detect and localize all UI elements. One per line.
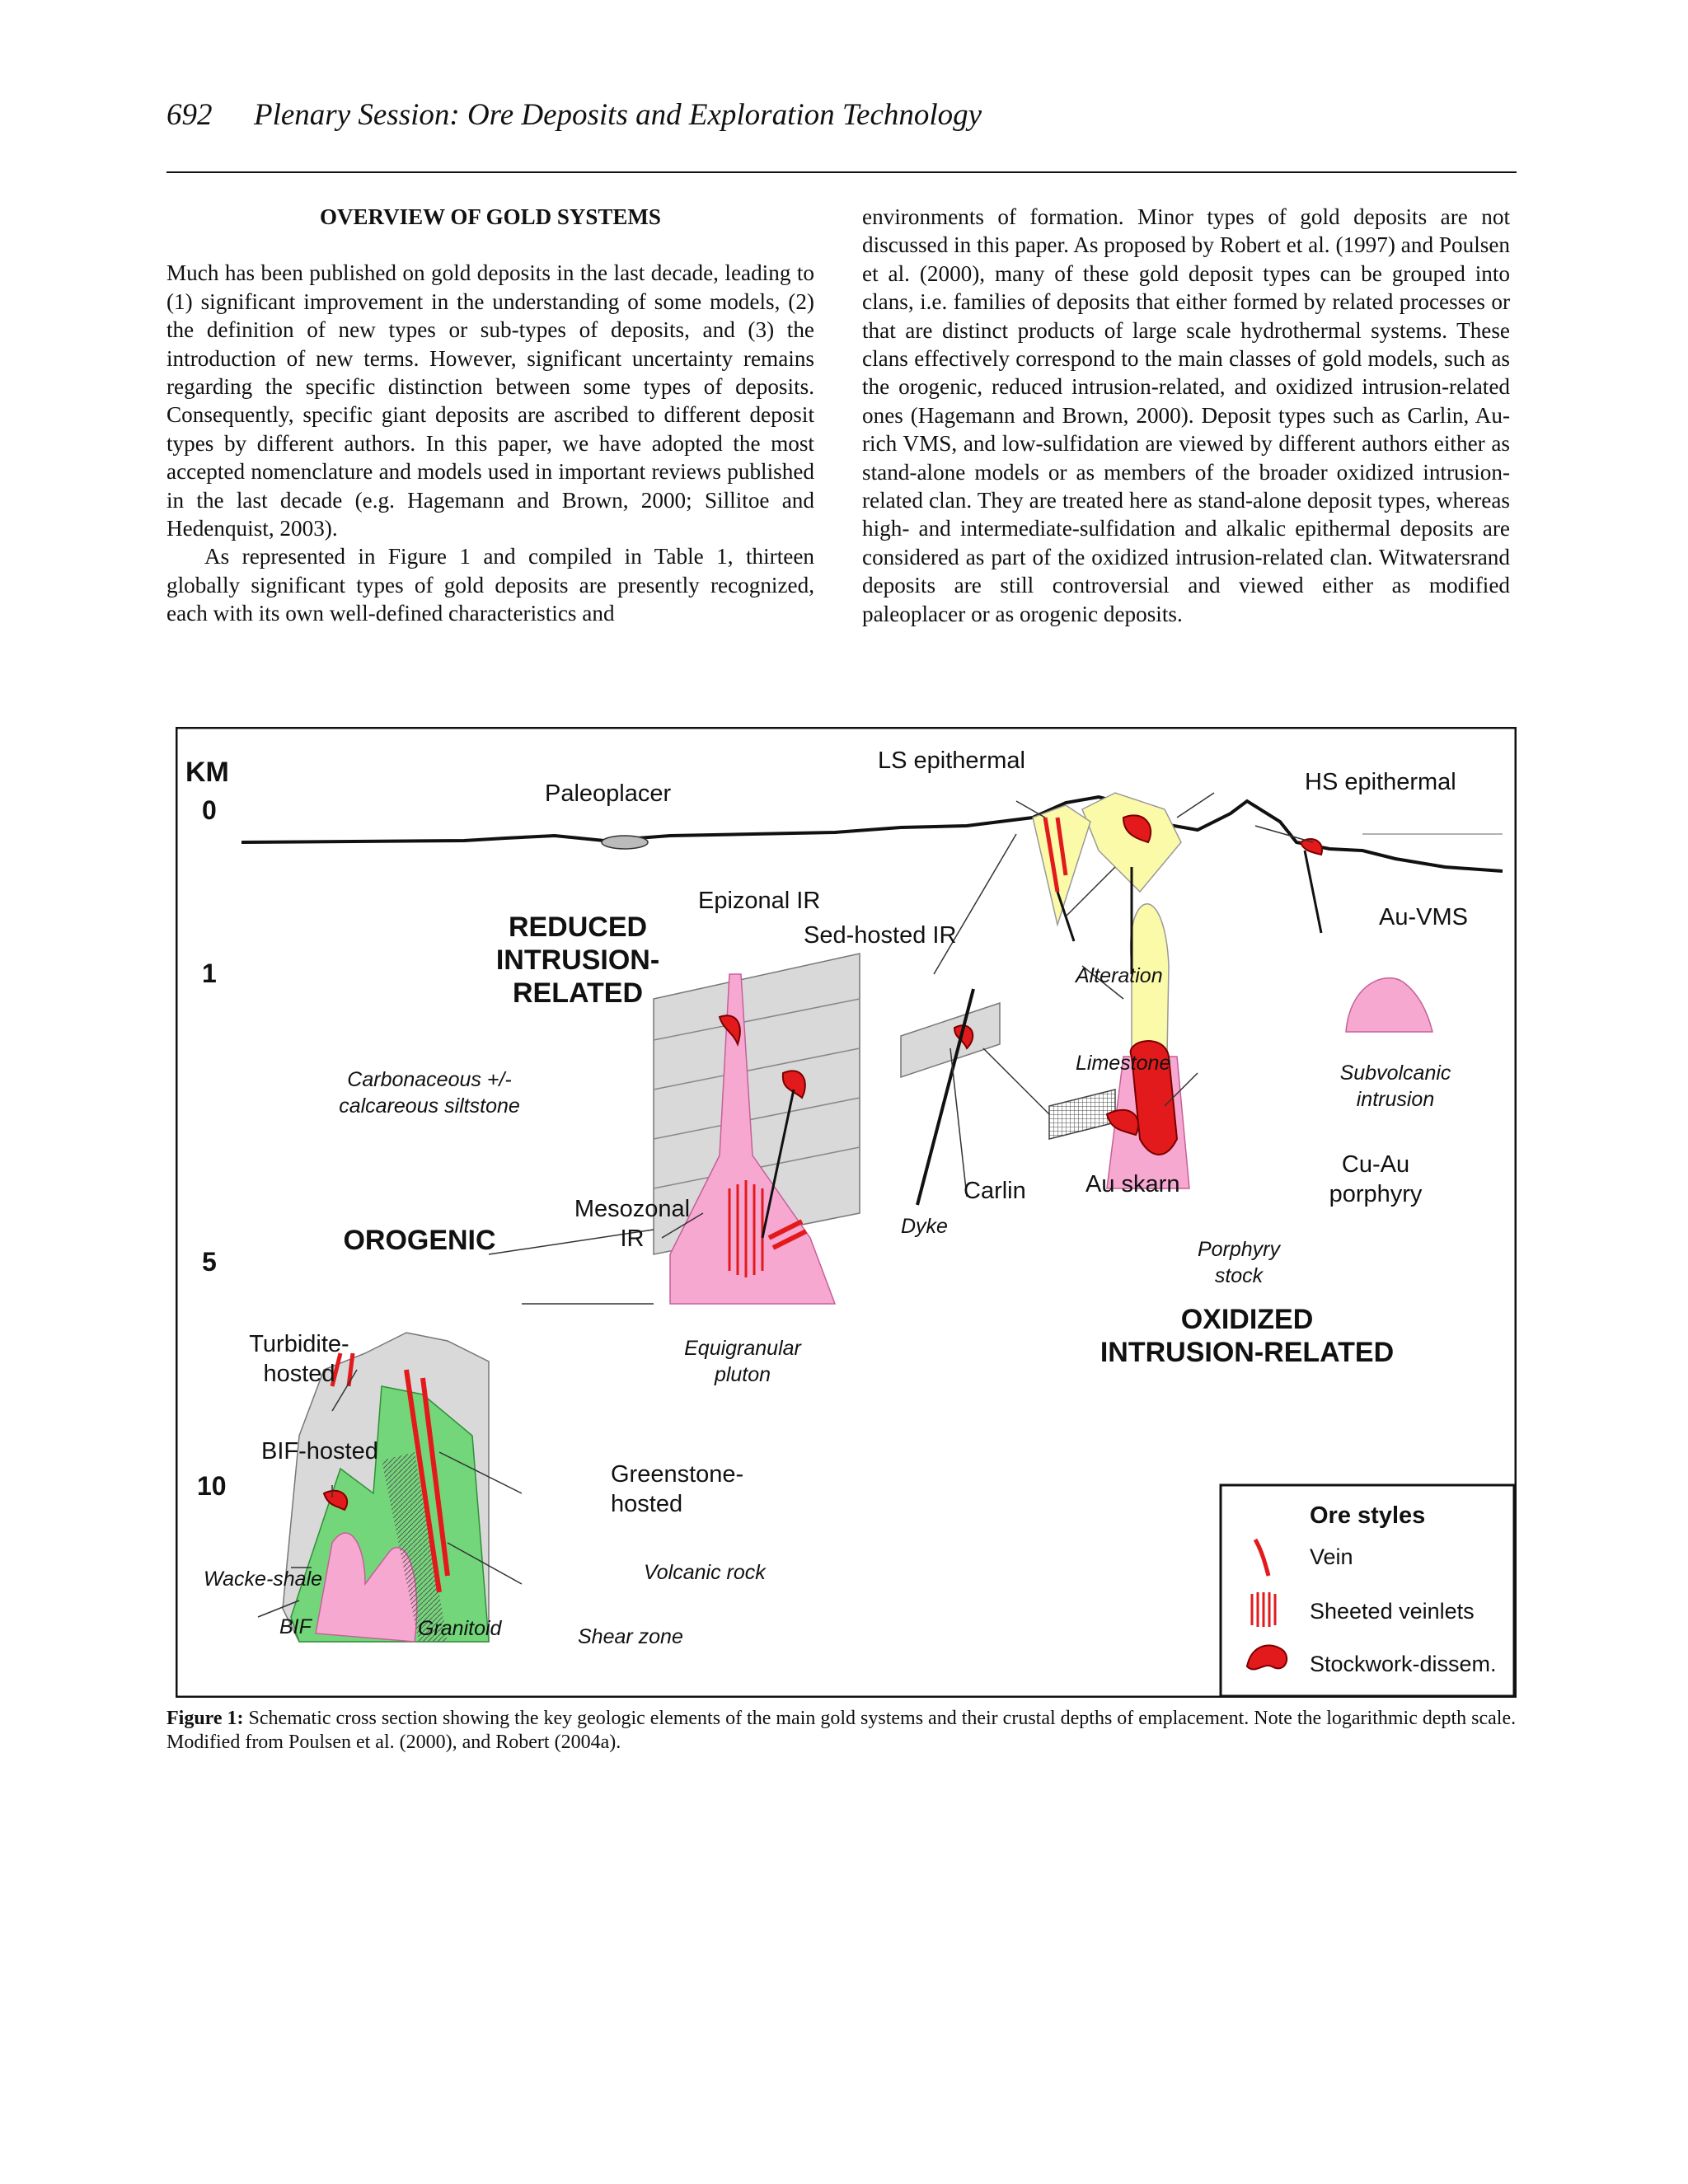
label-bif: BIF <box>279 1615 312 1638</box>
figure-1 <box>176 727 1517 1698</box>
label-epizonal-ir: Epizonal IR <box>698 888 821 914</box>
caption-label: Figure 1: <box>166 1708 244 1729</box>
label-greenstone-line2: hosted <box>611 1491 683 1517</box>
depth-unit-label: KM <box>185 757 229 788</box>
orogenic-title: OROGENIC <box>343 1225 496 1256</box>
left-column <box>166 203 814 628</box>
label-alteration: Alteration <box>1076 964 1163 987</box>
depth-5: 5 <box>202 1247 217 1277</box>
label-bif-hosted: BIF-hosted <box>261 1438 378 1465</box>
label-shear-zone: Shear zone <box>578 1625 683 1648</box>
label-dyke: Dyke <box>901 1215 948 1238</box>
page-number: 692 <box>166 98 213 132</box>
label-carbonaceous-line2: calcareous siltstone <box>339 1094 520 1118</box>
label-wacke-shale: Wacke-shale <box>204 1568 323 1591</box>
legend-item-vein: Vein <box>1310 1544 1353 1569</box>
label-granitoid: Granitoid <box>418 1617 502 1640</box>
paragraph: As represented in Figure 1 and compiled in Table 1, thirteen globally significant types of gold deposits are presently recognized, each with its own well-defined characteristics and <box>166 544 814 626</box>
legend-title: Ore styles <box>1310 1502 1426 1529</box>
label-au-vms: Au-VMS <box>1379 904 1468 930</box>
label-ls-epithermal: LS epithermal <box>878 748 1025 774</box>
right-column <box>862 203 1510 628</box>
label-cu-au-line1: Cu-Au <box>1341 1151 1410 1178</box>
paleoplacer-lens <box>602 836 648 849</box>
figure-caption <box>166 1707 1518 1755</box>
label-greenstone-line1: Greenstone- <box>611 1461 744 1488</box>
label-hs-epithermal: HS epithermal <box>1305 769 1456 795</box>
label-volcanic-rock: Volcanic rock <box>644 1561 766 1584</box>
caption-text: Schematic cross section showing the key geologic elements of the main gold systems and their crustal depths of emplacement. Note the logarithmic depth scale. Modified from Poulsen et al. (2000), and Robert (2004a). <box>166 1708 1517 1753</box>
label-subvolcanic-line1: Subvolcanic <box>1339 1062 1451 1085</box>
label-turbidite-line1: Turbidite- <box>249 1331 349 1357</box>
label-porphyry-stock-line2: stock <box>1214 1264 1264 1287</box>
label-carlin: Carlin <box>964 1178 1026 1204</box>
reduced-title-line2: INTRUSION- <box>495 944 660 976</box>
label-porphyry-stock-line1: Porphyry <box>1197 1238 1281 1261</box>
oxidized-title-line2: INTRUSION-RELATED <box>1100 1337 1395 1368</box>
label-subvolcanic-line2: intrusion <box>1356 1088 1435 1111</box>
ore-styles-legend <box>1221 1485 1514 1696</box>
label-equigranular-line2: pluton <box>714 1363 771 1386</box>
depth-0: 0 <box>202 795 217 825</box>
label-sed-hosted-ir: Sed-hosted IR <box>804 922 957 949</box>
legend-item-stockwork: Stockwork-dissem. <box>1310 1652 1497 1676</box>
label-turbidite-line2: hosted <box>263 1361 335 1387</box>
section-heading: OVERVIEW OF GOLD SYSTEMS <box>320 204 661 229</box>
label-carbonaceous-line1: Carbonaceous +/- <box>347 1068 512 1091</box>
running-title: Plenary Session: Ore Deposits and Exploration Technology <box>254 98 982 132</box>
label-cu-au-line2: porphyry <box>1329 1181 1423 1207</box>
depth-10: 10 <box>197 1471 227 1501</box>
label-equigranular-line1: Equigranular <box>684 1337 801 1360</box>
reduced-title-line1: REDUCED <box>508 912 648 943</box>
reduced-title-line3: RELATED <box>512 977 644 1009</box>
paragraph: Much has been published on gold deposits in the last decade, leading to (1) significant improvement in the understanding of some models, (2) the definition of new types or sub-types of deposits, and (3) the introduction of new terms. However, significant uncertainty remains regarding the specific distinction between some types of deposits. Consequently, specific giant deposits are ascribed to different deposit types by different authors. In this paper, we have adopted the most accepted nomenclature and models used in important reviews published in the last decade (e.g. Hagemann and Brown, 2000; Sillitoe and Hedenquist, 2003). <box>166 260 814 541</box>
cross-section-diagram <box>176 727 1517 1698</box>
label-mesozonal-line2: IR <box>620 1226 645 1252</box>
running-header <box>166 97 982 133</box>
oxidized-title-line1: OXIDIZED <box>1180 1304 1314 1335</box>
label-paleoplacer: Paleoplacer <box>545 780 672 807</box>
legend-item-sheeted: Sheeted veinlets <box>1310 1599 1475 1624</box>
label-au-skarn: Au skarn <box>1085 1171 1180 1197</box>
label-mesozonal-line1: Mesozonal <box>574 1196 691 1222</box>
depth-1: 1 <box>202 958 217 988</box>
paragraph: environments of formation. Minor types of gold deposits are not discussed in this paper. As proposed by Robert et al. (1997) and Poulsen et al. (2000), many of these gold deposit types can be grouped into clans, i.e. families of deposits that either formed by related processes or that are distinct products of large scale hydrothermal systems. These clans effectively correspond to the main classes of gold models, such as the orogenic, reduced intrusion-related, and oxidized intrusion-related ones (Hagemann and Brown, 2000). Deposit types such as Carlin, Au-rich VMS, and low-sulfidation are viewed by different authors either as stand-alone models or as members of the broader oxidized intrusion-related clan. They are treated here as stand-alone deposit types, whereas high- and intermediate-sulfidation and alkalic epithermal deposits are considered as part of the oxidized intrusion-related clan. Witwatersrand deposits are still controversial and viewed either as modified paleoplacer or as orogenic deposits. <box>862 204 1510 626</box>
header-rule <box>166 171 1517 173</box>
label-limestone: Limestone <box>1076 1052 1171 1075</box>
